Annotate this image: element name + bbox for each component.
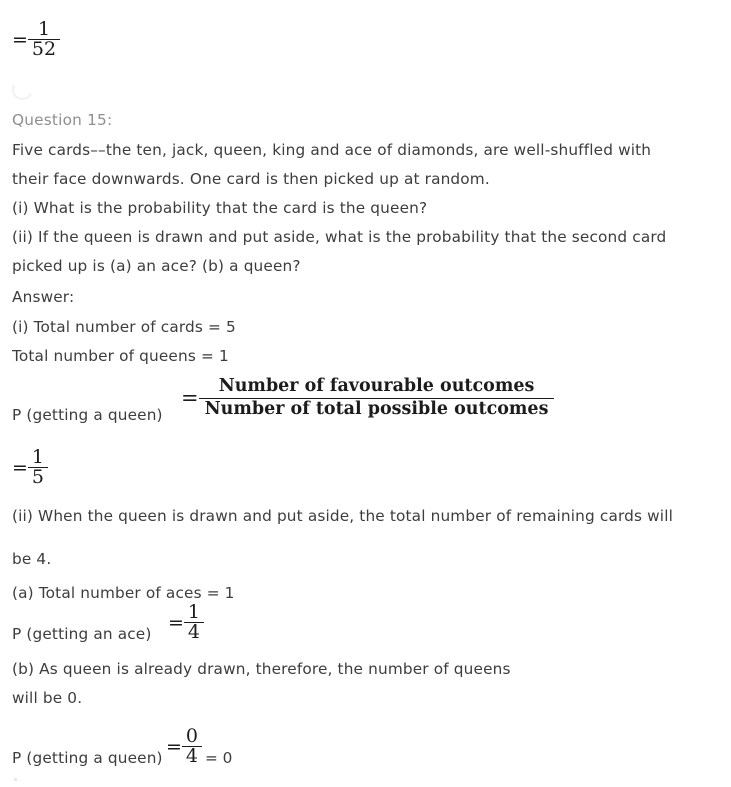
probability-formula-equation	[181, 378, 554, 419]
part-ii-b-result-tail: = 0	[205, 749, 233, 767]
probability-label-ace: P (getting an ace)	[12, 625, 152, 643]
answer-part-ii-b-line-2: will be 0.	[12, 689, 83, 707]
part-ii-b-result-equation	[166, 727, 202, 767]
probability-label-queen-1: P (getting a queen)	[12, 406, 163, 424]
fraction-denominator: 4	[182, 746, 202, 766]
equals-sign: =	[12, 456, 28, 479]
answer-part-ii-line-1: (ii) When the queen is drawn and put aside, the total number of remaining cards will	[12, 507, 673, 525]
fraction-denominator: 5	[28, 467, 48, 487]
equals-sign: =	[181, 386, 199, 411]
fraction-denominator: 4	[184, 622, 204, 642]
part-ii-a-result-equation	[168, 603, 204, 643]
question-line-5: picked up is (a) an ace? (b) a queen?	[12, 257, 301, 275]
fraction-denominator: Number of total possible outcomes	[199, 398, 555, 419]
equals-sign: =	[166, 735, 182, 758]
fraction-favourable-over-total	[199, 378, 555, 419]
fraction-numerator: 1	[31, 446, 45, 468]
fraction-numerator: Number of favourable outcomes	[218, 376, 535, 396]
scan-artifact-speck	[14, 778, 17, 781]
scan-artifact-curve	[9, 76, 35, 102]
answer-part-i-line-2: Total number of queens = 1	[12, 347, 229, 365]
answer-part-ii-a-line: (a) Total number of aces = 1	[12, 584, 235, 602]
answer-label: Answer:	[12, 288, 75, 306]
question-line-2: their face downwards. One card is then picked up at random.	[12, 170, 490, 188]
fraction-one-fifth	[28, 448, 48, 488]
top-result-equation	[12, 20, 60, 60]
question-line-3: (i) What is the probability that the card is the queen?	[12, 199, 428, 217]
question-line-4: (ii) If the queen is drawn and put aside, what is the probability that the second card	[12, 228, 667, 246]
fraction-numerator: 1	[187, 601, 201, 623]
answer-part-i-line-1: (i) Total number of cards = 5	[12, 318, 236, 336]
fraction-numerator: 1	[37, 18, 51, 40]
answer-part-ii-b-line-1: (b) As queen is already drawn, therefore, the number of queens	[12, 660, 511, 678]
answer-part-ii-line-2: be 4.	[12, 550, 52, 568]
fraction-denominator: 52	[28, 39, 60, 59]
part-i-result-equation	[12, 448, 48, 488]
equals-sign: =	[168, 611, 184, 634]
fraction-one-quarter	[184, 603, 204, 643]
fraction-numerator: 0	[185, 725, 199, 747]
question-line-1: Five cards––the ten, jack, queen, king and ace of diamonds, are well-shuffled with	[12, 141, 652, 159]
fraction-one-fiftysecond	[28, 20, 60, 60]
question-heading: Question 15:	[12, 111, 113, 129]
equals-sign: =	[12, 28, 28, 51]
probability-label-queen-2: P (getting a queen)	[12, 749, 163, 767]
fraction-zero-over-four	[182, 727, 202, 767]
